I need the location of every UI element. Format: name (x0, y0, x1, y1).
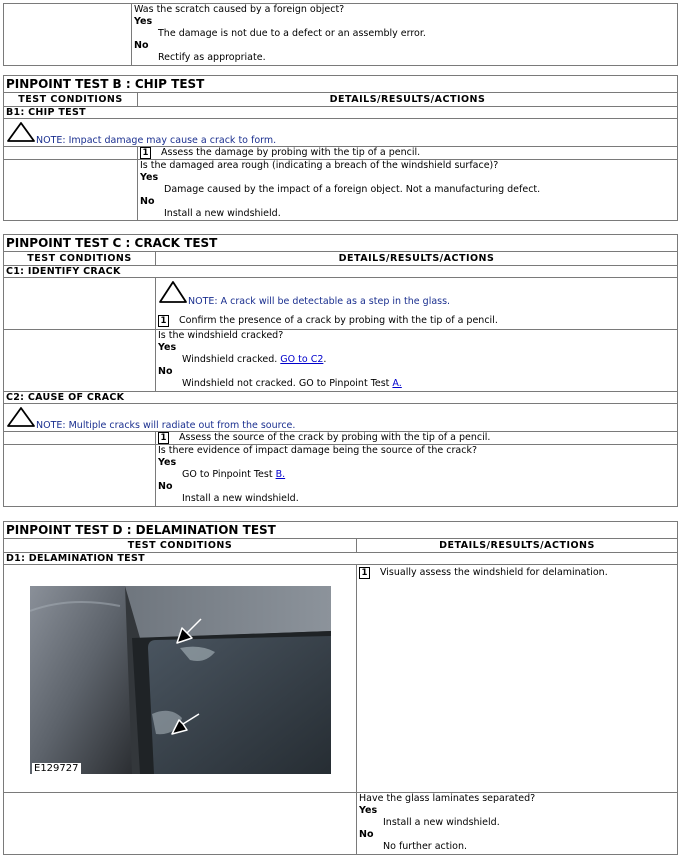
no-text: Rectify as appropriate. (158, 52, 266, 63)
no-label: No (359, 829, 374, 840)
question-text: Was the scratch caused by a foreign object? (134, 4, 345, 15)
pinpoint-test-b-table (3, 75, 678, 221)
action-text: Assess the damage by probing with the tip of a pencil. (161, 147, 421, 158)
yes-text-suffix: . (323, 354, 327, 365)
conditions-cell (4, 330, 156, 392)
test-b-title: PINPOINT TEST B : CHIP TEST (4, 76, 678, 93)
no-label: No (158, 481, 173, 492)
conditions-cell (4, 432, 156, 445)
yes-label: Yes (134, 16, 153, 27)
question-text: Have the glass laminates separated? (359, 793, 536, 804)
pinpoint-test-a-link[interactable]: A. (392, 378, 402, 389)
no-label: No (140, 196, 155, 207)
pinpoint-test-b-link[interactable]: B. (275, 469, 286, 480)
yes-text-prefix: Windshield cracked. (182, 354, 281, 365)
step-number: 1 (158, 315, 169, 327)
step-c2-title: C2: CAUSE OF CRACK (4, 392, 678, 404)
delamination-photo (30, 586, 331, 774)
warning-triangle-icon (6, 406, 36, 431)
details-header: DETAILS/RESULTS/ACTIONS (156, 252, 678, 266)
yes-text (158, 469, 675, 481)
test-c-title: PINPOINT TEST C : CRACK TEST (4, 235, 678, 252)
no-text: Install a new windshield. (164, 208, 281, 219)
step-c1-title: C1: IDENTIFY CRACK (4, 266, 678, 278)
arrow-icon (174, 616, 204, 649)
conditions-cell (4, 147, 138, 160)
action-text: Confirm the presence of a crack by probing with the tip of a pencil. (179, 315, 498, 326)
note-text: NOTE: A crack will be detectable as a step in the glass. (188, 296, 451, 307)
yes-text (158, 354, 675, 366)
conditions-cell (4, 278, 156, 330)
yes-text: The damage is not due to a defect or an assembly error. (158, 28, 426, 39)
warning-triangle-icon (158, 280, 188, 307)
details-cell (132, 4, 678, 66)
warning-triangle-icon (6, 121, 36, 146)
go-to-c2-link[interactable]: GO to C2 (280, 354, 324, 365)
test-conditions-header: TEST CONDITIONS (4, 93, 138, 107)
no-text: No further action. (383, 841, 467, 852)
no-text: Install a new windshield. (182, 493, 299, 504)
test-d-title: PINPOINT TEST D : DELAMINATION TEST (4, 522, 678, 539)
yes-label: Yes (158, 342, 177, 353)
no-text-prefix: Windshield not cracked. GO to Pinpoint Test (182, 378, 393, 389)
yes-text-prefix: GO to Pinpoint Test (182, 469, 276, 480)
no-label: No (134, 40, 149, 51)
image-id-label: E129727 (34, 763, 79, 774)
arrow-icon (170, 712, 202, 741)
action-text: Visually assess the windshield for delamination. (380, 567, 608, 578)
conditions-cell (4, 4, 132, 66)
action-text: Assess the source of the crack by probing with the tip of a pencil. (179, 432, 491, 443)
note-text: NOTE: Multiple cracks will radiate out from the source. (36, 420, 296, 431)
step-number: 1 (158, 432, 169, 444)
yes-label: Yes (140, 172, 159, 183)
conditions-cell (4, 160, 138, 221)
note-text: NOTE: Impact damage may cause a crack to form. (36, 135, 277, 146)
top-continuation-table (3, 3, 678, 66)
test-conditions-header: TEST CONDITIONS (4, 252, 156, 266)
step-b1-title: B1: CHIP TEST (4, 107, 678, 119)
question-text: Is the damaged area rough (indicating a breach of the windshield surface)? (140, 160, 499, 171)
question-text: Is the windshield cracked? (158, 330, 284, 341)
yes-label: Yes (359, 805, 378, 816)
yes-text: Install a new windshield. (383, 817, 500, 828)
pinpoint-test-c-table (3, 234, 678, 507)
conditions-cell (4, 445, 156, 507)
question-text: Is there evidence of impact damage being the source of the crack? (158, 445, 477, 456)
details-header: DETAILS/RESULTS/ACTIONS (138, 93, 678, 107)
step-number: 1 (359, 567, 370, 579)
yes-label: Yes (158, 457, 177, 468)
details-header: DETAILS/RESULTS/ACTIONS (357, 539, 678, 553)
test-conditions-header: TEST CONDITIONS (4, 539, 357, 553)
conditions-cell (4, 793, 357, 855)
no-text (158, 378, 675, 390)
no-label: No (158, 366, 173, 377)
step-number: 1 (140, 147, 151, 159)
step-d1-title: D1: DELAMINATION TEST (4, 553, 678, 565)
yes-text: Damage caused by the impact of a foreign object. Not a manufacturing defect. (164, 184, 541, 195)
